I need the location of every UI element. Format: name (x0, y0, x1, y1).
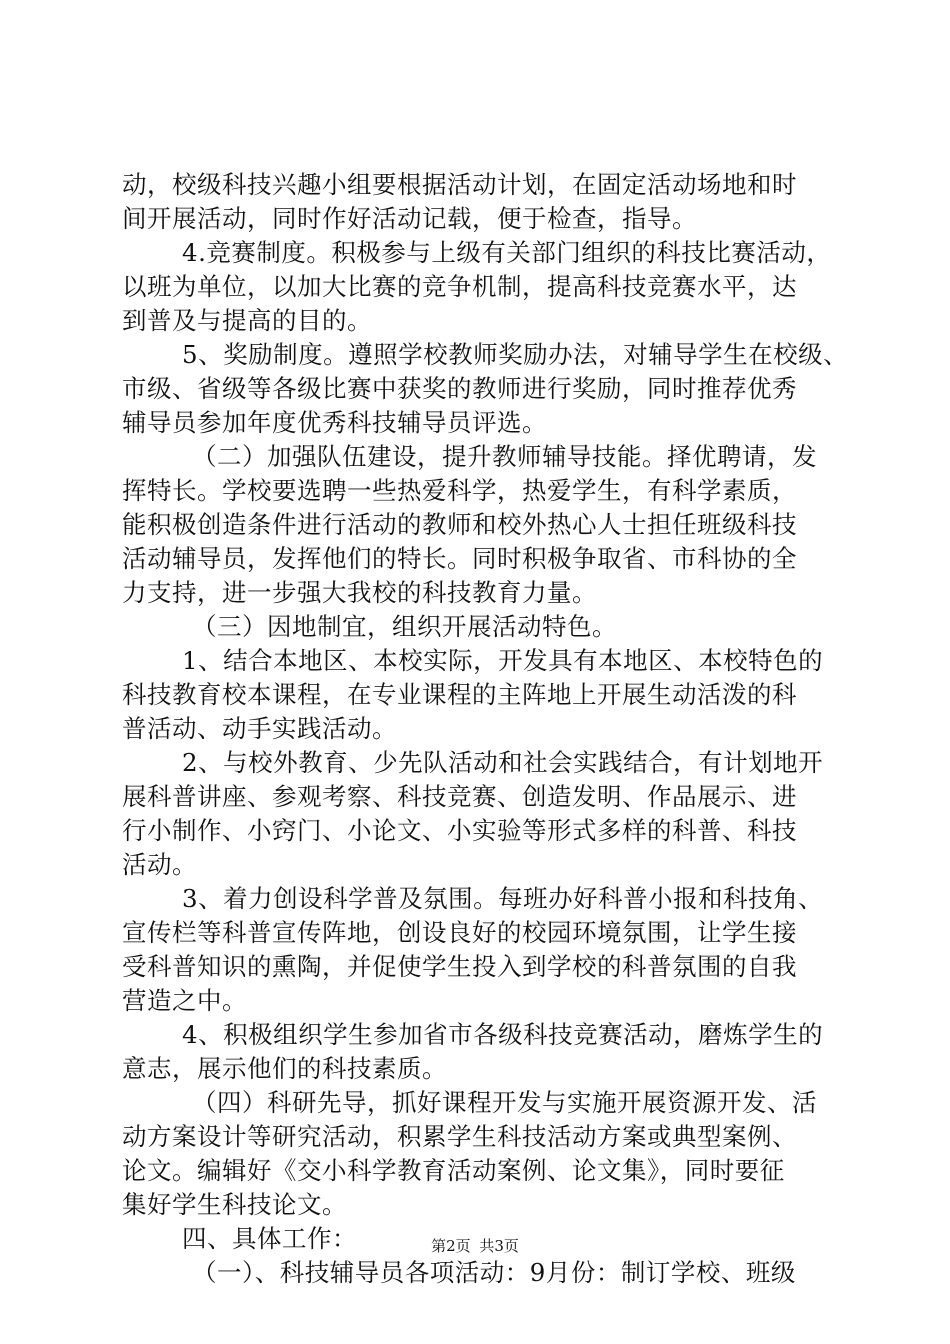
text-line: （一）、科技辅导员各项活动：9月份：制订学校、班级 (192, 1258, 796, 1287)
text-line: 论文。编辑好《交小科学教育活动案例、论文集》，同时要征 (122, 1156, 785, 1185)
text-line: 动方案设计等研究活动，积累学生科技活动方案或典型案例、 (122, 1122, 797, 1151)
text-line: 意志，展示他们的科技素质。 (122, 1054, 447, 1083)
text-line: 市级、省级等各级比赛中获奖的教师进行奖励，同时推荐优秀 (122, 374, 797, 403)
page-footer (0, 1235, 950, 1256)
text-line: 间开展活动，同时作好活动记载，便于检查，指导。 (122, 204, 697, 233)
text-line: 4.竞赛制度。积极参与上级有关部门组织的科技比赛活动， (182, 238, 832, 267)
text-line: 展科普讲座、参观考察、科技竞赛、创造发明、作品展示、进 (122, 782, 797, 811)
text-line: （四）科研先导，抓好课程开发与实施开展资源开发、活 (192, 1088, 817, 1117)
text-line: 1、结合本地区、本校实际，开发具有本地区、本校特色的 (182, 646, 824, 675)
text-line: 以班为单位，以加大比赛的竞争机制，提高科技竞赛水平，达 (122, 272, 797, 301)
text-line: 动，校级科技兴趣小组要根据活动计划，在固定活动场地和时 (122, 170, 797, 199)
text-line: 3、着力创设科学普及氛围。每班办好科普小报和科技角、 (182, 884, 824, 913)
page-number: 第2页 (431, 1237, 471, 1255)
text-line: 行小制作、小窍门、小论文、小实验等形式多样的科普、科技 (122, 816, 797, 845)
text-line: 挥特长。学校要选聘一些热爱科学，热爱学生，有科学素质， (122, 476, 797, 505)
text-line: 辅导员参加年度优秀科技辅导员评选。 (122, 408, 547, 437)
text-line: 活动辅导员，发挥他们的特长。同时积极争取省、市科协的全 (122, 544, 797, 573)
text-line: （二）加强队伍建设，提升教师辅导技能。择优聘请，发 (192, 442, 817, 471)
text-line: 力支持，进一步强大我校的科技教育力量。 (122, 578, 597, 607)
text-line: 科技教育校本课程，在专业课程的主阵地上开展生动活泼的科 (122, 680, 797, 709)
page-total: 共3页 (479, 1237, 519, 1255)
text-line: 到普及与提高的目的。 (122, 306, 372, 335)
text-line: 营造之中。 (122, 986, 247, 1015)
text-line: 宣传栏等科普宣传阵地，创设良好的校园环境氛围，让学生接 (122, 918, 797, 947)
text-line: 能积极创造条件进行活动的教师和校外热心人士担任班级科技 (122, 510, 797, 539)
text-line: 受科普知识的熏陶，并促使学生投入到学校的科普氛围的自我 (122, 952, 797, 981)
text-line: 集好学生科技论文。 (122, 1190, 347, 1219)
text-line: 5、奖励制度。遵照学校教师奖励办法，对辅导学生在校级、 (182, 340, 849, 369)
text-line: 四、具体工作： (182, 1224, 357, 1253)
text-line: 活动。 (122, 850, 197, 879)
text-line: （三）因地制宜，组织开展活动特色。 (192, 612, 617, 641)
text-line: 普活动、动手实践活动。 (122, 714, 397, 743)
text-line: 4、积极组织学生参加省市各级科技竞赛活动，磨炼学生的 (182, 1020, 824, 1049)
text-line: 2、与校外教育、少先队活动和社会实践结合，有计划地开 (182, 748, 824, 777)
